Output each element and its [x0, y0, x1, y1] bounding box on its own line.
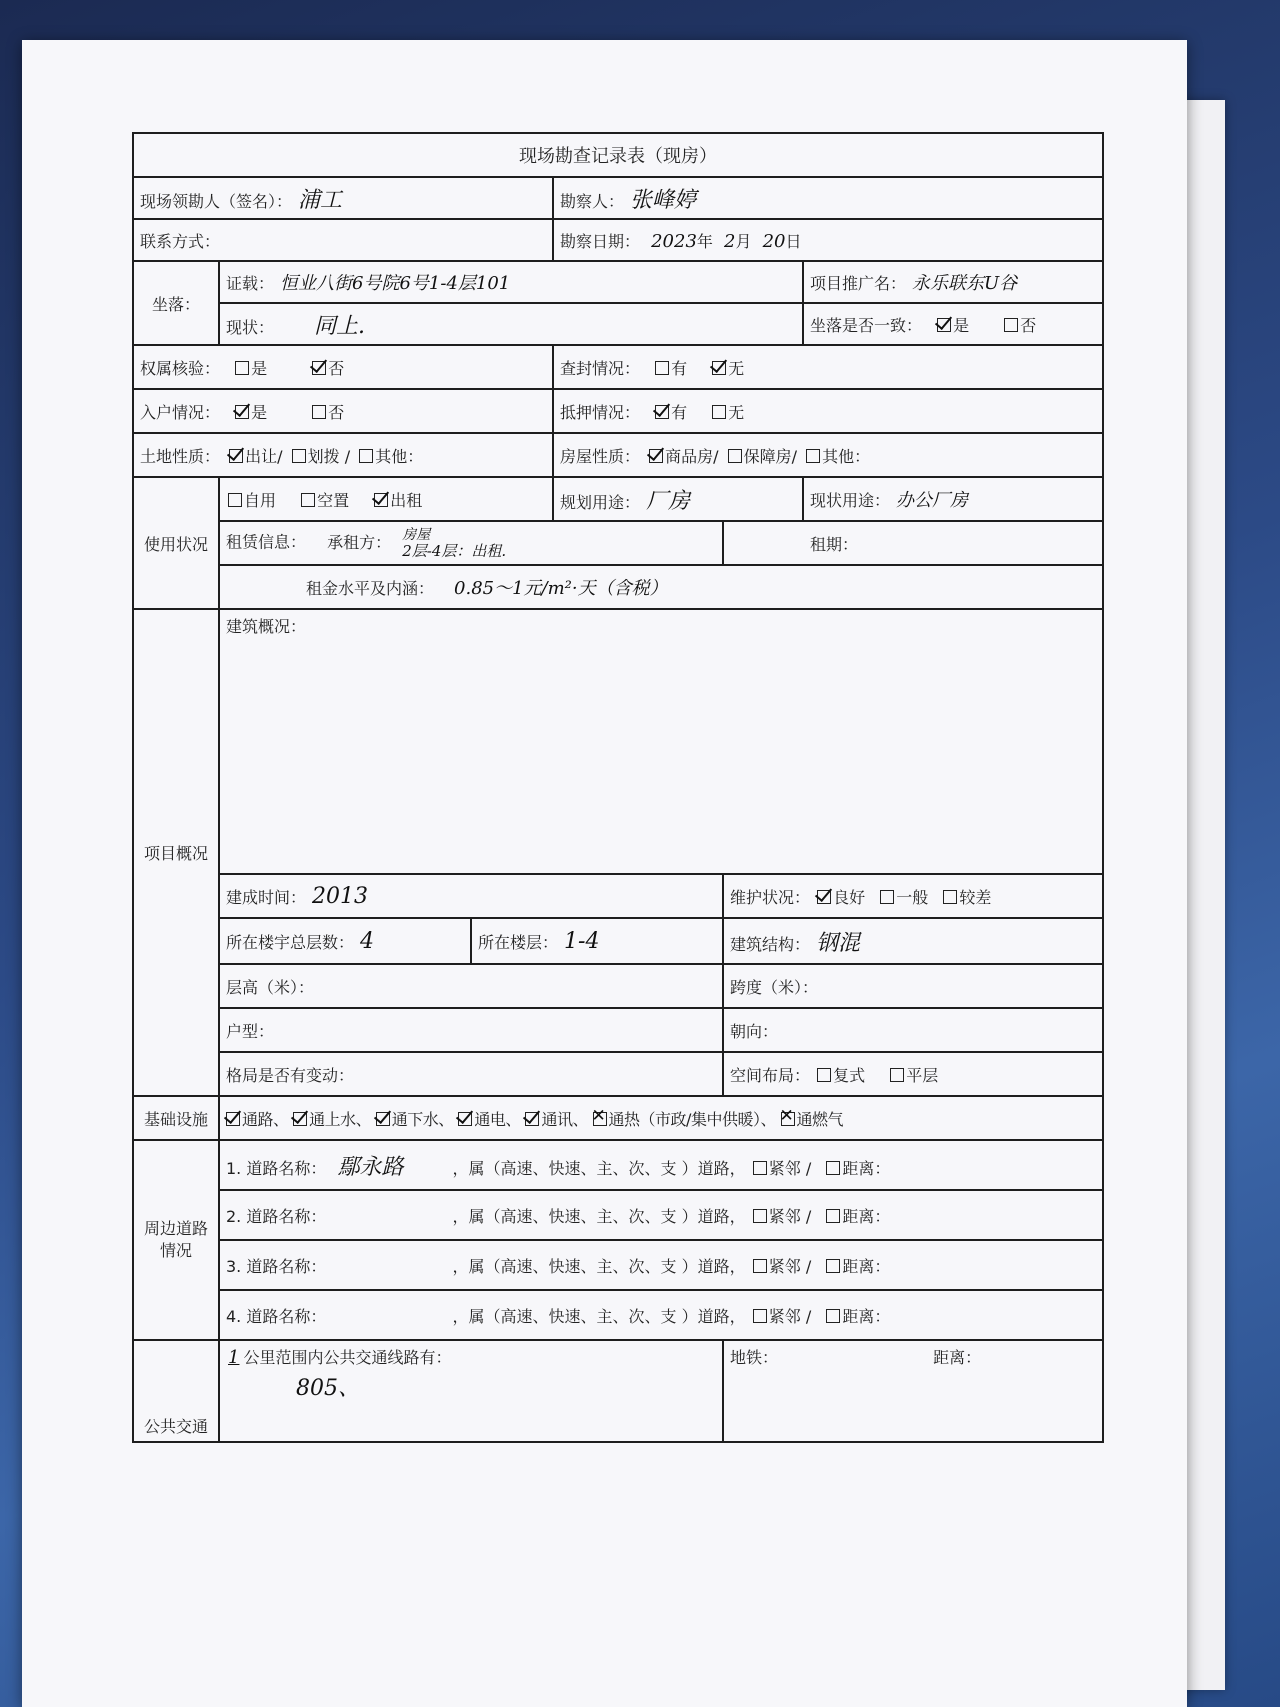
road3-adjacent-checkbox[interactable]: [753, 1259, 767, 1273]
metro-distance-label: 距离：: [933, 1348, 982, 1367]
road2-label: 2. 道路名称：: [226, 1206, 327, 1226]
metro-cell: [723, 1340, 1103, 1442]
space-duplex-checkbox[interactable]: [817, 1068, 831, 1082]
planned-label: 规划用途：: [560, 492, 641, 512]
infra-water-down-checkbox[interactable]: [376, 1112, 390, 1126]
span-cell: [723, 964, 1103, 1008]
road4-label: 4. 道路名称：: [226, 1306, 327, 1326]
seal-none-checkbox[interactable]: [712, 361, 726, 375]
orient-label: 朝向：: [730, 1021, 779, 1041]
maint-avg-checkbox[interactable]: [880, 890, 894, 904]
transit-value: 805、: [296, 1376, 360, 1401]
space-cell: [723, 1052, 1103, 1096]
use-rent-label: 出租: [390, 490, 423, 510]
promo-label: 项目推广名：: [810, 274, 907, 293]
road4-type: ，属（高速、快速、主、次、支 ）道路，: [452, 1306, 746, 1326]
road1-type: ，属（高速、快速、主、次、支 ）道路，: [452, 1158, 746, 1178]
guide-cell: [133, 177, 553, 219]
transit-km: 1: [228, 1347, 240, 1368]
building-overview-cell: [219, 609, 1103, 874]
ownership-cell: [133, 345, 553, 389]
movein-cell: [133, 389, 553, 433]
road2-distance-checkbox[interactable]: [826, 1209, 840, 1223]
house-affordable-checkbox[interactable]: [728, 449, 742, 463]
surveyor-cell: [553, 177, 1103, 219]
status-label: 现状：: [226, 317, 275, 337]
structure-label: 建筑结构：: [730, 934, 811, 954]
ownership-no-label: 否: [328, 358, 345, 378]
infra-cell: [219, 1096, 1103, 1140]
road2-type: ，属（高速、快速、主、次、支 ）道路，: [452, 1206, 746, 1226]
seal-none-label: 无: [728, 358, 745, 378]
house-commercial-checkbox[interactable]: [649, 449, 663, 463]
consistent-cell: [803, 303, 1103, 345]
infra-gas-checkbox[interactable]: [781, 1112, 795, 1126]
infra-label: 基础设施: [133, 1096, 219, 1140]
floors-cell: [219, 918, 471, 964]
infra-power-label: 通电、: [474, 1109, 521, 1129]
lease-label: 租赁信息：: [226, 532, 307, 552]
movein-label: 入户情况：: [140, 402, 221, 422]
infra-heat-checkbox[interactable]: [593, 1112, 607, 1126]
ownership-label: 权属核验：: [140, 358, 221, 378]
date-month: 2: [724, 230, 736, 252]
land-allocate-checkbox[interactable]: [292, 449, 306, 463]
road3-type: ，属（高速、快速、主、次、支 ）道路，: [452, 1256, 746, 1276]
mortgage-none-label: 无: [728, 402, 745, 422]
lease-term-cell: [723, 521, 1103, 565]
house-other-checkbox[interactable]: [806, 449, 820, 463]
seal-have-checkbox[interactable]: [655, 361, 669, 375]
mortgage-have-label: 有: [671, 402, 688, 422]
planned-value: 厂房: [646, 488, 691, 514]
house-commercial-label: 商品房/: [665, 446, 719, 466]
seal-label: 查封情况：: [560, 358, 641, 378]
layout-change-cell: [219, 1052, 723, 1096]
infra-road-label: 通路、: [242, 1109, 289, 1129]
seal-cell: [553, 345, 1103, 389]
status-value: 同上.: [314, 313, 366, 339]
roads-label: [133, 1140, 219, 1340]
mortgage-label: 抵押情况：: [560, 402, 641, 422]
space-label: 空间布局：: [730, 1065, 811, 1085]
floor-cell: [471, 918, 723, 964]
land-cell: [133, 433, 553, 477]
land-other-label: 其他：: [375, 446, 424, 466]
floor-value: 1-4: [564, 928, 600, 954]
movein-yes-checkbox[interactable]: [235, 405, 249, 419]
cert-label: 证载：: [226, 274, 275, 293]
cert-value: 恒业八街6号院6号1-4层101: [280, 273, 511, 294]
location-label: 坐落：: [133, 261, 219, 345]
infra-water-up-checkbox[interactable]: [293, 1112, 307, 1126]
unit-cell: [219, 1008, 723, 1052]
transit-text: 公里范围内公共交通线路有：: [243, 1348, 452, 1367]
road3-adjacent-label: 紧邻 /: [768, 1256, 812, 1276]
structure-cell: [723, 918, 1103, 964]
planned-cell: [553, 477, 803, 521]
form-title: 现场勘查记录表（现房）: [133, 133, 1103, 177]
date-month-unit: 月: [735, 231, 752, 251]
roads-label-line2: 情况: [159, 1241, 192, 1260]
roads-label-line1: 周边道路: [143, 1219, 208, 1238]
road4-distance-label: 距离：: [842, 1306, 891, 1326]
use-self-label: 自用: [244, 490, 277, 510]
guide-signature: 浦工: [298, 187, 343, 213]
consistent-label: 坐落是否一致：: [810, 315, 923, 335]
transit-label: 公共交通: [133, 1340, 219, 1442]
built-value: 2013: [312, 883, 369, 909]
consistent-no-checkbox[interactable]: [1004, 318, 1018, 332]
unit-label: 户型：: [226, 1021, 275, 1041]
floors-label: 所在楼宇总层数：: [226, 932, 355, 952]
date-day-unit: 日: [785, 231, 802, 251]
infra-gas-label: 通燃气: [796, 1109, 844, 1129]
maint-cell: [723, 874, 1103, 918]
maint-good-checkbox[interactable]: [817, 890, 831, 904]
infra-road-checkbox[interactable]: [226, 1112, 240, 1126]
current-use-label: 现状用途：: [810, 491, 891, 510]
lessee-value-top: 房屋: [402, 527, 431, 543]
maint-good-label: 良好: [833, 887, 866, 907]
land-other-checkbox[interactable]: [359, 449, 373, 463]
floors-value: 4: [360, 928, 375, 954]
maint-label: 维护状况：: [730, 887, 811, 907]
rent-value: 0.85～1元/m²·天（含税）: [454, 578, 668, 599]
promo-cell: [803, 261, 1103, 303]
land-transfer-checkbox[interactable]: [229, 449, 243, 463]
space-flat-checkbox[interactable]: [890, 1068, 904, 1082]
lease-cell: [219, 521, 723, 565]
seal-have-label: 有: [671, 358, 688, 378]
status-cell: [219, 303, 803, 345]
consistent-no-label: 否: [1020, 315, 1037, 335]
maint-poor-checkbox[interactable]: [943, 890, 957, 904]
orient-cell: [723, 1008, 1103, 1052]
surveyor-label: 勘察人：: [560, 191, 625, 211]
road4-adjacent-checkbox[interactable]: [753, 1309, 767, 1323]
usage-options-cell: [219, 477, 553, 521]
rent-label: 租金水平及内涵：: [306, 579, 435, 598]
infra-water-down-label: 通下水、: [391, 1109, 454, 1129]
house-label: 房屋性质：: [560, 446, 641, 466]
mortgage-cell: [553, 389, 1103, 433]
road2-adjacent-checkbox[interactable]: [753, 1209, 767, 1223]
project-label: 项目概况: [133, 609, 219, 1096]
paper-sheet: [22, 40, 1187, 1707]
date-year: 2023: [651, 230, 697, 252]
road3-row: [219, 1240, 1103, 1290]
use-vacant-checkbox[interactable]: [301, 493, 315, 507]
transit-cell: [219, 1340, 723, 1442]
metro-label: 地铁：: [730, 1348, 779, 1367]
space-duplex-label: 复式: [833, 1065, 866, 1085]
lessee-label: 承租方：: [327, 532, 392, 552]
date-day: 20: [762, 230, 786, 252]
ownership-yes-checkbox[interactable]: [235, 361, 249, 375]
built-label: 建成时间：: [226, 887, 307, 907]
road1-value: 鄢永路: [337, 1154, 404, 1180]
height-label: 层高（米）：: [226, 977, 315, 997]
house-other-label: 其他：: [822, 446, 871, 466]
road2-row: [219, 1190, 1103, 1240]
infra-power-checkbox[interactable]: [458, 1112, 472, 1126]
road1-row: [219, 1140, 1103, 1190]
road1-adjacent-checkbox[interactable]: [753, 1161, 767, 1175]
movein-no-label: 否: [328, 402, 345, 422]
contact-cell: [133, 219, 553, 261]
infra-water-up-label: 通上水、: [309, 1109, 372, 1129]
ownership-yes-label: 是: [251, 358, 268, 378]
current-use-cell: [803, 477, 1103, 521]
use-rent-checkbox[interactable]: [374, 493, 388, 507]
contact-label: 联系方式：: [140, 231, 221, 251]
land-transfer-label: 出让/: [245, 446, 283, 466]
usage-label: 使用状况: [133, 477, 219, 609]
layout-change-label: 格局是否有变动：: [226, 1065, 355, 1085]
space-flat-label: 平层: [906, 1065, 939, 1085]
consistent-yes-label: 是: [953, 315, 970, 335]
built-cell: [219, 874, 723, 918]
date-cell: [553, 219, 1103, 261]
road3-distance-label: 距离：: [842, 1256, 891, 1276]
road3-distance-checkbox[interactable]: [826, 1259, 840, 1273]
road1-distance-checkbox[interactable]: [826, 1161, 840, 1175]
infra-comm-checkbox[interactable]: [525, 1112, 539, 1126]
structure-value: 钢混: [816, 930, 861, 956]
promo-value: 永乐联东U谷: [912, 273, 1018, 294]
building-overview-label: 建筑概况：: [226, 617, 307, 636]
rent-cell: [219, 565, 1103, 609]
use-vacant-label: 空置: [317, 490, 350, 510]
date-label: 勘察日期：: [560, 231, 641, 251]
date-year-unit: 年: [696, 231, 713, 251]
cert-cell: [219, 261, 803, 303]
height-cell: [219, 964, 723, 1008]
guide-label: 现场领勘人（签名）：: [140, 191, 293, 211]
floor-label: 所在楼层：: [478, 932, 559, 952]
land-allocate-label: 划拨 /: [307, 446, 351, 466]
lessee-value: 2层-4层：出租.: [402, 542, 507, 560]
infra-heat-label: 通热（市政/集中供暖）、: [608, 1109, 776, 1129]
mortgage-have-checkbox[interactable]: [655, 405, 669, 419]
land-label: 土地性质：: [140, 446, 221, 466]
ownership-no-checkbox[interactable]: [312, 361, 326, 375]
road4-distance-checkbox[interactable]: [826, 1309, 840, 1323]
current-use-value: 办公厂房: [896, 490, 969, 511]
maint-avg-label: 一般: [896, 887, 929, 907]
survey-form: [132, 132, 1104, 1443]
movein-no-checkbox[interactable]: [312, 405, 326, 419]
road4-adjacent-label: 紧邻 /: [768, 1306, 812, 1326]
mortgage-none-checkbox[interactable]: [712, 405, 726, 419]
road1-adjacent-label: 紧邻 /: [768, 1158, 812, 1178]
movein-yes-label: 是: [251, 402, 268, 422]
infra-comm-label: 通讯、: [541, 1109, 588, 1129]
lease-term-label: 租期：: [810, 534, 859, 554]
consistent-yes-checkbox[interactable]: [937, 318, 951, 332]
road2-distance-label: 距离：: [842, 1206, 891, 1226]
use-self-checkbox[interactable]: [228, 493, 242, 507]
road4-row: [219, 1290, 1103, 1340]
house-cell: [553, 433, 1103, 477]
road3-label: 3. 道路名称：: [226, 1256, 327, 1276]
surveyor-signature: 张峰婷: [630, 187, 697, 213]
maint-poor-label: 较差: [959, 887, 992, 907]
road2-adjacent-label: 紧邻 /: [768, 1206, 812, 1226]
road1-distance-label: 距离：: [842, 1158, 891, 1178]
house-affordable-label: 保障房/: [743, 446, 798, 466]
span-label: 跨度（米）：: [730, 977, 819, 997]
road1-label: 1. 道路名称：: [226, 1158, 327, 1178]
